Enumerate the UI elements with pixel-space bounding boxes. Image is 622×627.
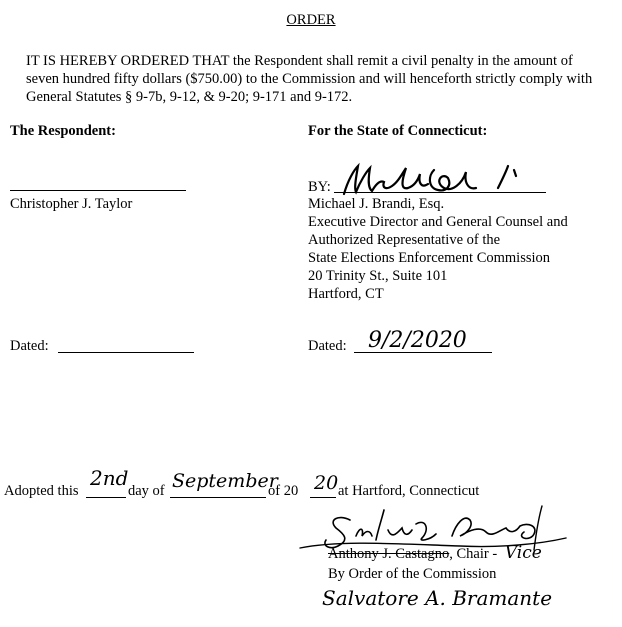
respondent-dated-line [58,352,194,353]
adopted-of-year: of 20 [268,483,299,499]
adopted-year-value: 20 [314,472,339,494]
state-signer-line-2: Executive Director and General Counsel and [308,214,568,230]
respondent-dated-label: Dated: [10,338,49,354]
state-signer-line-5: 20 Trinity St., Suite 101 [308,268,448,284]
respondent-name: Christopher J. Taylor [10,196,133,212]
state-signer-line-3: Authorized Representative of the [308,232,501,248]
adopted-prefix: Adopted this [4,483,79,499]
state-signer-line-6: Hartford, CT [308,286,384,302]
order-title: ORDER [286,12,336,28]
state-dated-label: Dated: [308,338,347,354]
state-heading: For the State of Connecticut: [308,123,488,139]
adopted-day-of: day of [128,483,165,499]
adopted-year-line [310,497,336,498]
order-paragraph: IT IS HEREBY ORDERED THAT the Respondent shall remit a civil penalty in the amount of seven hundred fifty dollars ($750.00) to the Commission and will henceforth strictly comply with General Statutes § 9-7b, 9-12, & 9-20; 9-171 and 9-172. [26,53,593,105]
vice-annotation: Vice [504,543,542,563]
adopted-month-value: September [172,470,278,492]
adopted-month-line [170,497,266,498]
adopted-suffix: at Hartford, Connecticut [338,483,480,499]
state-dated-value: 9/2/2020 [368,328,467,353]
by-order-of-commission: By Order of the Commission [328,566,497,582]
respondent-signature-line [10,190,186,191]
chair-line [328,545,542,563]
chair-title: , Chair - [449,546,498,562]
adopted-day-value: 2nd [90,466,129,490]
adopted-day-line [86,497,126,498]
state-signer-line-1: Michael J. Brandi, Esq. [308,196,445,212]
state-signer-line-4: State Elections Enforcement Commission [308,250,551,266]
respondent-heading: The Respondent: [10,123,116,139]
handwritten-commissioner-name: Salvatore A. Bramante [322,586,553,610]
chair-name: Anthony J. Castagno [328,546,450,562]
by-label: BY: [308,179,331,195]
